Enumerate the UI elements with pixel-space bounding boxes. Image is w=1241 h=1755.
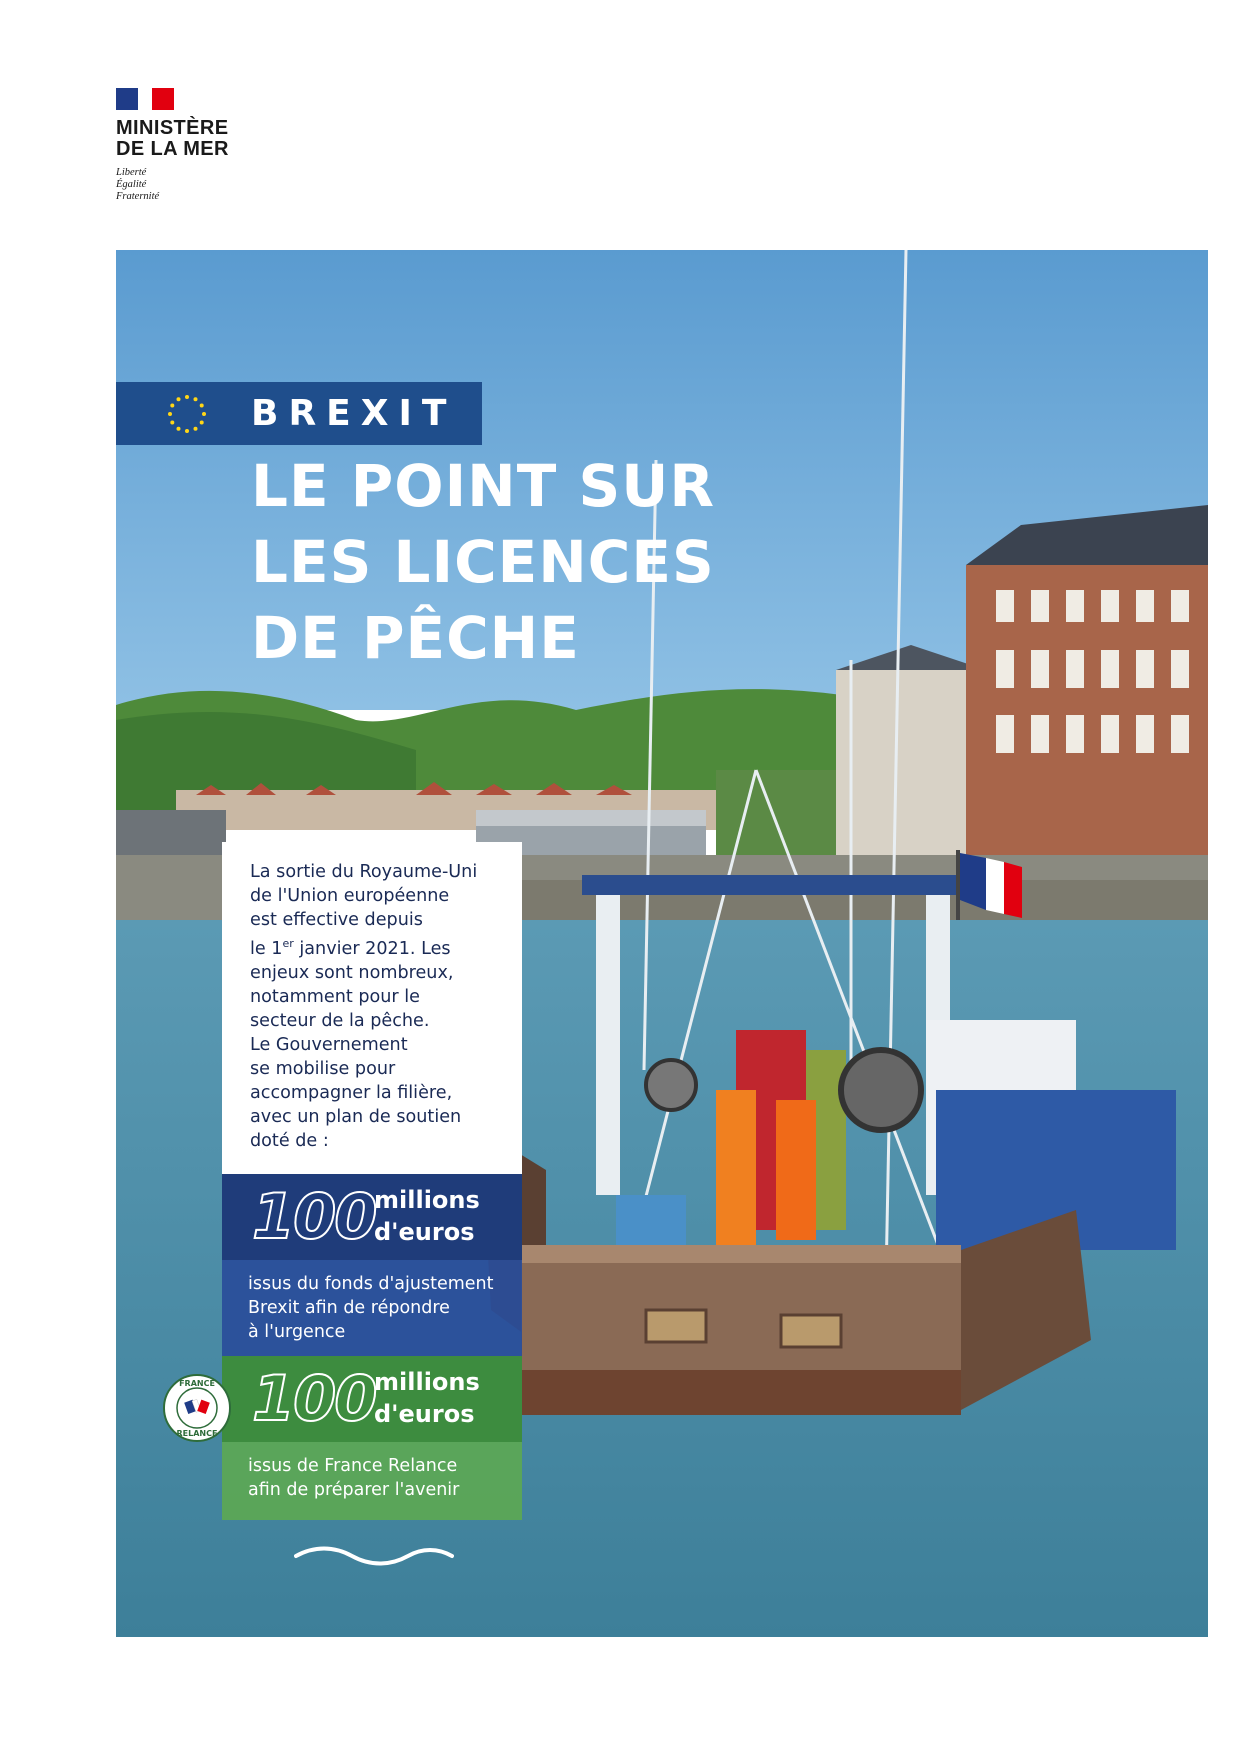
brexit-label: BREXIT (251, 393, 457, 434)
fund-unit-line: d'euros (374, 1400, 475, 1428)
ministry-logo (116, 88, 229, 203)
motto-line: Égalité (116, 179, 147, 190)
ministry-name (116, 118, 229, 160)
fund-desc-line: à l'urgence (248, 1322, 346, 1342)
intro-line: doté de : (250, 1130, 329, 1151)
intro-line: est effective depuis (250, 910, 423, 930)
intro-line: notamment pour le (250, 986, 420, 1007)
brexit-tag (116, 382, 482, 445)
french-flag-icon (960, 853, 986, 910)
intro-line: enjeux sont nombreux, (250, 962, 454, 983)
intro-date-sup: er (282, 937, 294, 950)
fund-amount-unit (374, 1366, 480, 1430)
building-left (836, 670, 986, 880)
france-relance-logo-icon (162, 1373, 232, 1443)
intro-date-pre: le 1 (250, 938, 283, 959)
fund-amount-unit (374, 1184, 480, 1248)
intro-line: La sortie du Royaume-Uni (250, 862, 478, 882)
intro-line: Le Gouvernement (250, 1034, 408, 1055)
motto-line: Liberté (116, 167, 147, 178)
marianne-flag-icon (116, 88, 174, 110)
fund-desc-line: issus de France Relance (248, 1456, 458, 1476)
fund-description-relance (222, 1442, 522, 1520)
intro-line: secteur de la pêche. (250, 1010, 430, 1031)
fund-amount-number: 100 (252, 1180, 376, 1253)
fund-desc-line: afin de préparer l'avenir (248, 1480, 460, 1500)
relance-badge-text: FRANCE (179, 1379, 215, 1388)
relance-badge-text: RELANCE (176, 1429, 218, 1438)
intro-text-box (222, 842, 522, 1174)
headline-line: DE PÊCHE (251, 604, 580, 672)
ministry-name-line: MINISTÈRE (116, 117, 229, 139)
intro-line: de l'Union européenne (250, 886, 450, 906)
republic-motto (116, 167, 229, 203)
motto-line: Fraternité (116, 191, 160, 202)
ministry-name-line: DE LA MER (116, 138, 229, 160)
intro-line (250, 932, 512, 961)
fund-unit-line: d'euros (374, 1218, 475, 1246)
fund-amount-number: 100 (252, 1362, 376, 1435)
gantry (582, 875, 982, 895)
fund-amount-brexit (222, 1174, 522, 1260)
fund-desc-line: issus du fonds d'ajustement (248, 1274, 494, 1294)
intro-line: se mobilise pour (250, 1058, 396, 1079)
fund-amount-relance (222, 1356, 522, 1442)
fund-unit-line: millions (374, 1186, 480, 1214)
headline-line: LE POINT SUR (251, 452, 715, 520)
poster (116, 250, 1208, 1637)
headline-line: LES LICENCES (251, 528, 715, 596)
fund-desc-line: Brexit afin de répondre (248, 1298, 450, 1318)
headline (251, 448, 715, 676)
eu-stars-icon (166, 393, 208, 435)
intro-line: accompagner la filière, (250, 1082, 453, 1103)
fund-description-brexit (222, 1260, 522, 1356)
fund-unit-line: millions (374, 1368, 480, 1396)
flag-pole (956, 850, 960, 920)
wave-decoration-icon (294, 1544, 454, 1568)
intro-line: avec un plan de soutien (250, 1106, 462, 1127)
intro-date-post: janvier 2021. Les (293, 938, 451, 959)
